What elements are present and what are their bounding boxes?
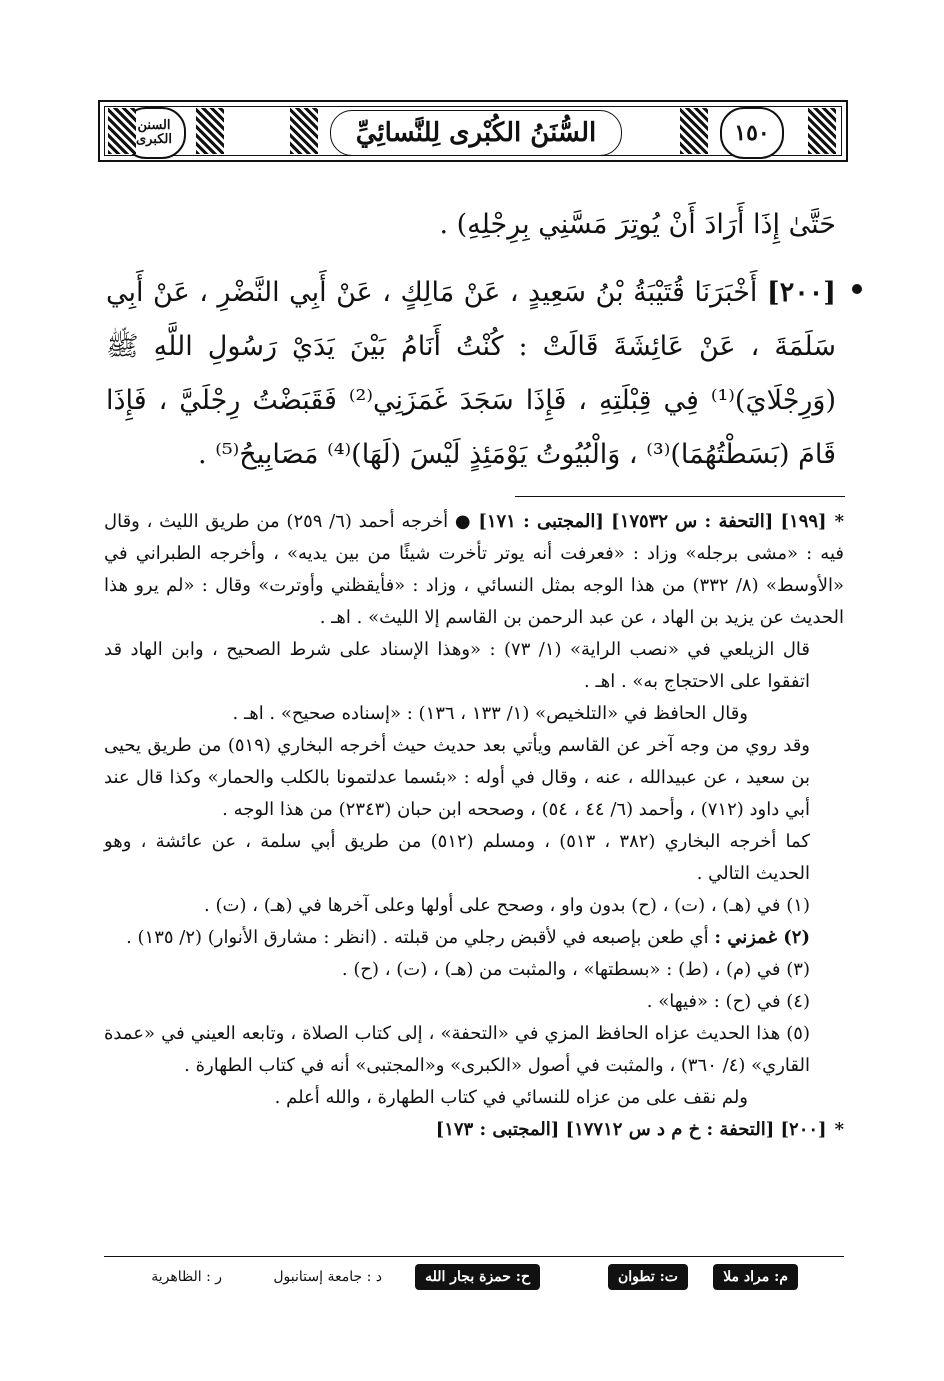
footnote-4: (٤) في (ح) : «فيها» .: [646, 991, 810, 1012]
page-number: ١٥٠: [720, 107, 784, 159]
siglum-h: ح: حمزة بجار الله: [415, 1264, 540, 1290]
footer-separator: [104, 1256, 844, 1257]
header-ornament: [290, 108, 318, 154]
header-ornament-right: [808, 108, 836, 154]
footnote-3: (٣) في (م) ، (ط) : «بسطتها» ، والمثبت من (هـ) ، (ت) ، (ح) .: [341, 959, 810, 980]
siglum-r: ر : الظاهرية: [151, 1269, 222, 1285]
footnote-2-word: (٢) غمزني :: [714, 927, 810, 948]
hadith-number: [٢٠٠]: [766, 277, 836, 308]
note-paragraph: قال الزيلعي في «نصب الراية» (١/ ٧٣) : «وهذا الإسناد على شرط الصحيح ، وابن الهاد قد اتفقوا على الاحتجاج به» . اهـ .: [104, 639, 810, 692]
siglum-m: م: مراد ملا: [713, 1264, 798, 1290]
header-ornament: [196, 108, 224, 154]
bullet-icon: [852, 284, 862, 294]
page-header: [98, 100, 848, 162]
star-marker: *: [834, 1119, 844, 1140]
header-ornament: [680, 108, 708, 154]
footnote-5-cont: ولم نقف على من عزاه للنسائي في كتاب الطهارة ، والله أعلم .: [274, 1087, 748, 1108]
note-paragraph: كما أخرجه البخاري (٣٨٢ ، ٥١٣) ، ومسلم (٥١٢) من طريق أبي سلمة ، عن عائشة ، وهو الحديث التالي .: [104, 831, 810, 884]
hadith-continuation: حَتَّىٰ إِذَا أَرَادَ أَنْ يُوتِرَ مَسَّنِي بِرِجْلِهِ) .: [439, 209, 836, 240]
star-marker: *: [834, 511, 844, 532]
note-199-text: ● أخرجه أحمد (٦/ ٢٥٩) من طريق الليث ، وقال فيه : «مشى برجله» وزاد : «فعرفت أنه يوتر تأخرت شيئًا من بين يديه» ، وأخرجه الطبراني في «الأوسط» (٨/ ٣٣٢) من هذا الوجه بمثل النسائي ، وزاد : «فأيقظني وأوترت» وقال : «لم يرو هذا الحديث عن يزيد بن الهاد ، عن عبد الرحمن بن القاسم إلا الليث» . اهـ .: [104, 511, 844, 628]
footnotes: [104, 506, 844, 1146]
logo-text: السنن الكبرى: [135, 117, 173, 147]
siglum-t: ت: تطوان: [608, 1264, 688, 1290]
footnote-1: (١) في (هـ) ، (ت) ، (ح) بدون واو ، وصحح على أولها وعلى آخرها في (هـ) ، (ت) .: [204, 895, 810, 916]
hadith-text: أَخْبَرَنَا قُتَيْبَةُ بْنُ سَعِيدٍ ، عَنْ مَالِكٍ ، عَنْ أَبِي النَّضْرِ ، عَنْ أَبِي سَلَمَةَ ، عَنْ عَائِشَةَ قَالَتْ : كُنْتُ أَنَامُ بَيْنَ يَدَيْ رَسُولِ اللَّهِ ﷺ (وَرِجْلَايَ)⁽¹⁾ فِي قِبْلَتِهِ ، فَإِذَا سَجَدَ غَمَزَنِي⁽²⁾ فَقَبَضْتُ رِجْلَيَّ ، فَإِذَا قَامَ (بَسَطْتُهُمَا)⁽³⁾ ، وَالْبُيُوتُ يَوْمَئِذٍ لَيْسَ (لَهَا)⁽⁴⁾ مَصَابِيحُ⁽⁵⁾ .: [106, 277, 836, 470]
note-200-ref: [٢٠٠] [التحفة : خ م د س ١٧٧١٢] [المجتبى : ١٧٣]: [435, 1119, 827, 1140]
manuscript-sigla: [104, 1262, 844, 1294]
header-ornament-left: [108, 108, 136, 154]
note-paragraph: وقد روي من وجه آخر عن القاسم ويأتي بعد حديث حيث أخرجه البخاري (٥١٩) من طريق يحيى بن سعيد ، عن عبيدالله ، عنه ، وقال في أوله : «بئسما عدلتمونا بالكلب والحمار» وكذا قال عند أبي داود (٧١٢) ، وأحمد (٦/ ٤٤ ، ٥٤) ، وصححه ابن حبان (٢٣٤٣) من هذا الوجه .: [104, 735, 810, 820]
notes-separator: [515, 496, 845, 497]
note-199: [104, 506, 844, 634]
note-paragraph: وقال الحافظ في «التلخيص» (١/ ١٣٣ ، ١٣٦) : «إسناده صحيح» . اهـ .: [232, 703, 748, 724]
footnote-5: (٥) هذا الحديث عزاه الحافظ المزي في «التحفة» ، إلى كتاب الصلاة ، وتابعه العيني في «عمدة القاري» (٤/ ٣٦٠) ، والمثبت في أصول «الكبرى» و«المجتبى» أنه في كتاب الطهارة .: [104, 1023, 810, 1076]
siglum-d: د : جامعة إستانبول: [273, 1269, 382, 1285]
footnote-2: [104, 922, 844, 954]
footnote-2-text: أي طعن بإصبعه في لأقبض رجلي من قبلته . (انظر : مشارق الأنوار) (٢/ ١٣٥) .: [126, 927, 709, 948]
note-199-ref: [١٩٩] [التحفة : س ١٧٥٣٢] [المجتبى : ١٧١]: [478, 511, 827, 532]
hadith-200: [106, 266, 836, 482]
note-200: [104, 1114, 844, 1146]
running-title: السُّنَنُ الكُبْرى لِلنَّسائِيِّ: [330, 110, 622, 156]
